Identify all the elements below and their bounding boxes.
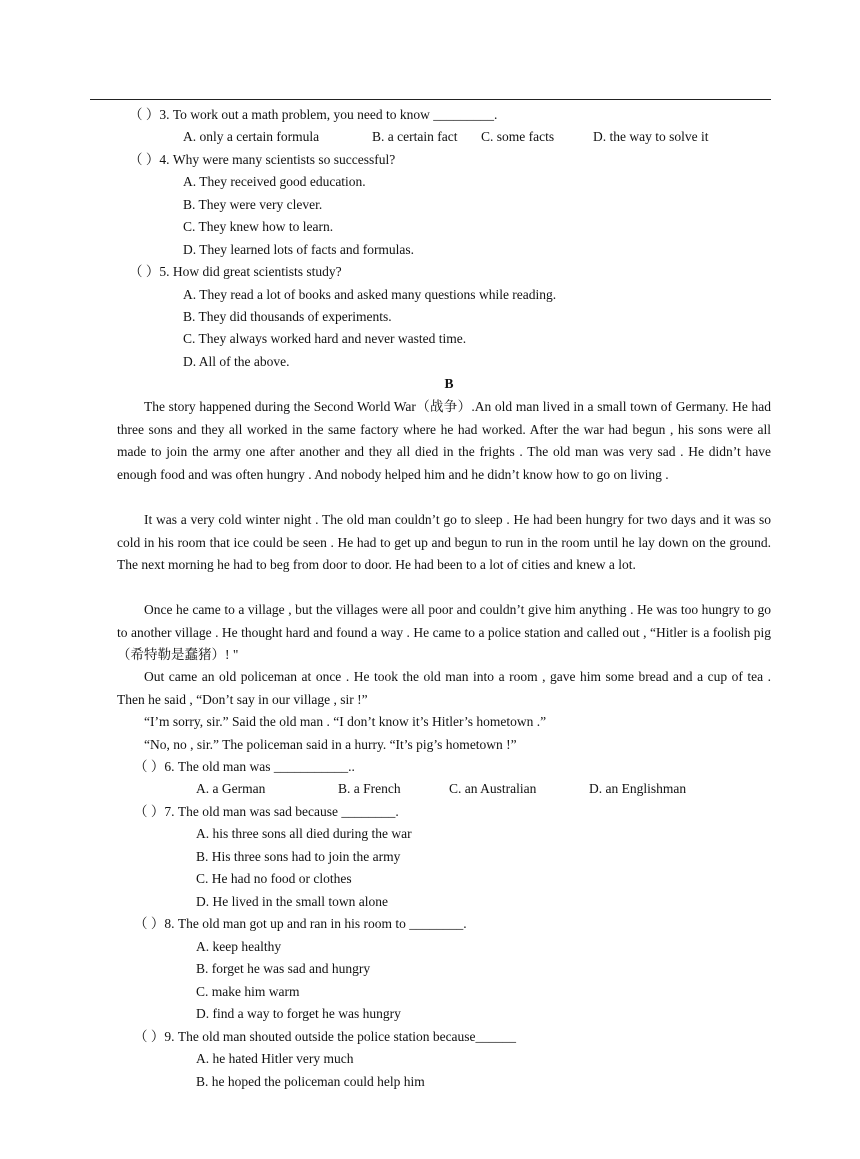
question-3-option-b: B. a certain fact xyxy=(372,129,458,144)
question-8-option-a: A. keep healthy xyxy=(196,939,282,954)
section-b-heading: B xyxy=(444,376,454,391)
question-9-stem: （ ）9. The old man shouted outside the police station because______ xyxy=(134,1029,517,1044)
passage-paragraph-1: The story happened during the Second World War（战争）.An old man lived in a small town of Germany. He had three sons and they all worked in the same factory where he had worked. After the war had begun , his sons were all made to join the army one after another and they all died in the frights . The old man was very sad . He didn’t have enough food and was often hungry . And nobody helped him and he didn’t know how to go on living . xyxy=(117,399,771,482)
passage-paragraph-2: It was a very cold winter night . The old man couldn’t go to sleep . He had been hungry for two days and it was so cold in his room that ice could be seen . He had to get up and begun to run in the room until he lay down on the ground. The next morning he had to beg from door to door. He had been to a lot of cities and knew a lot. xyxy=(117,512,771,572)
question-7-stem: （ ）7. The old man was sad because ________. xyxy=(134,804,399,819)
question-9-option-b: B. he hoped the policeman could help him xyxy=(196,1074,425,1089)
question-6-stem: （ ）6. The old man was ___________.. xyxy=(134,759,355,774)
question-8-option-d: D. find a way to forget he was hungry xyxy=(196,1006,401,1021)
question-8-stem: （ ）8. The old man got up and ran in his room to ________. xyxy=(134,916,467,931)
question-4-option-b: B. They were very clever. xyxy=(183,197,323,212)
passage-paragraph-3: Once he came to a village , but the villages were all poor and couldn’t give him anything . He was too hungry to go to another village . He thought hard and found a way . He came to a police station and called out , “Hitler is a foolish pig（希特勒是蠢猪）! " xyxy=(117,602,771,662)
question-8-option-b: B. forget he was sad and hungry xyxy=(196,961,371,976)
passage-paragraph-6: “No, no , sir.” The policeman said in a hurry. “It’s pig’s hometown !” xyxy=(144,737,517,752)
question-9-option-a: A. he hated Hitler very much xyxy=(196,1051,354,1066)
question-7-option-b: B. His three sons had to join the army xyxy=(196,849,401,864)
question-5-option-b: B. They did thousands of experiments. xyxy=(183,309,392,324)
header-rule xyxy=(90,99,771,100)
question-6-option-b: B. a French xyxy=(338,781,401,796)
question-4-option-c: C. They knew how to learn. xyxy=(183,219,334,234)
question-6-option-a: A. a German xyxy=(196,781,266,796)
question-4-option-a: A. They received good education. xyxy=(183,174,366,189)
question-8-option-c: C. make him warm xyxy=(196,984,300,999)
question-4-stem: （ ）4. Why were many scientists so successful? xyxy=(129,152,396,167)
question-3-option-c: C. some facts xyxy=(481,129,555,144)
question-5-stem: （ ）5. How did great scientists study? xyxy=(129,264,342,279)
question-7-option-a: A. his three sons all died during the war xyxy=(196,826,412,841)
question-3-option-d: D. the way to solve it xyxy=(593,129,709,144)
question-3-option-a: A. only a certain formula xyxy=(183,129,320,144)
passage-paragraph-4: Out came an old policeman at once . He took the old man into a room , gave him some bread and a cup of tea . Then he said , “Don’t say in our village , sir !” xyxy=(117,669,771,707)
question-7-option-d: D. He lived in the small town alone xyxy=(196,894,388,909)
question-5-option-c: C. They always worked hard and never wasted time. xyxy=(183,331,467,346)
passage-paragraph-5: “I’m sorry, sir.” Said the old man . “I don’t know it’s Hitler’s hometown .” xyxy=(144,714,547,729)
question-5-option-d: D. All of the above. xyxy=(183,354,290,369)
question-6-option-d: D. an Englishman xyxy=(589,781,687,796)
question-3-stem: （ ）3. To work out a math problem, you need to know _________. xyxy=(129,107,498,122)
question-7-option-c: C. He had no food or clothes xyxy=(196,871,352,886)
question-5-option-a: A. They read a lot of books and asked many questions while reading. xyxy=(183,287,557,302)
question-6-option-c: C. an Australian xyxy=(449,781,537,796)
question-4-option-d: D. They learned lots of facts and formulas. xyxy=(183,242,415,257)
